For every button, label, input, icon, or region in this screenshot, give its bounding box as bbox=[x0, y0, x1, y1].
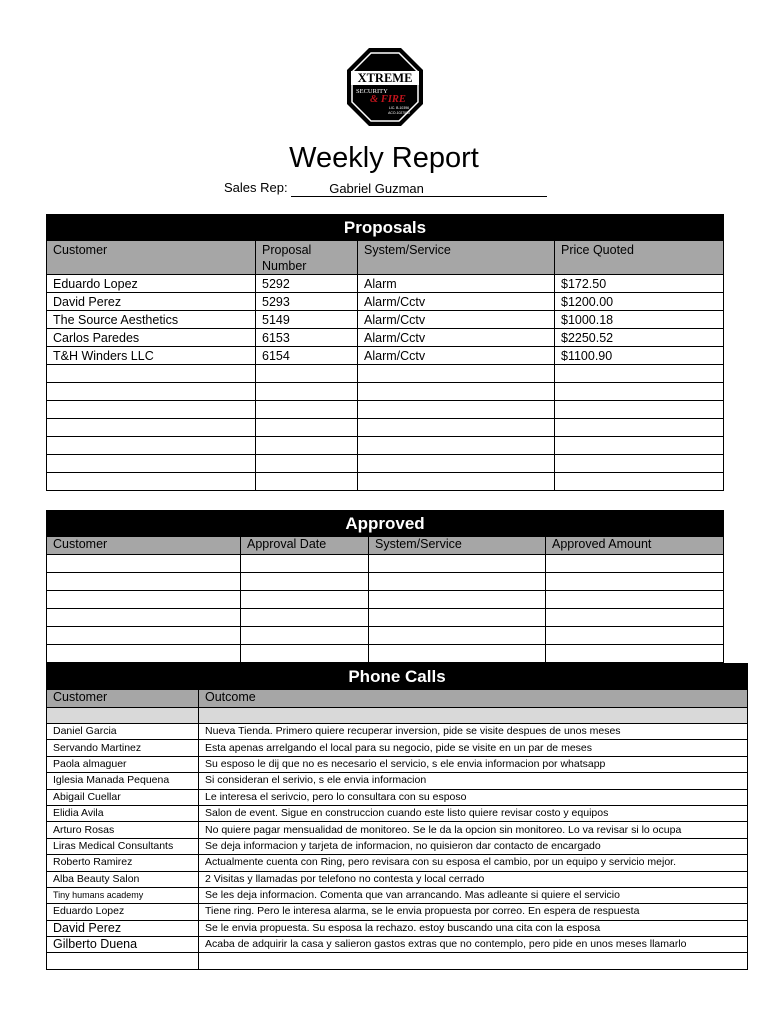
table-cell: $1200.00 bbox=[555, 293, 724, 311]
table-cell bbox=[256, 383, 358, 401]
table-cell bbox=[358, 383, 555, 401]
table-cell: Tiny humans academy bbox=[47, 887, 199, 903]
column-header-approved-amount: Approved Amount bbox=[546, 537, 724, 555]
table-row bbox=[47, 740, 748, 756]
table-cell bbox=[256, 401, 358, 419]
table-cell: Alarm/Cctv bbox=[358, 293, 555, 311]
table-cell bbox=[358, 365, 555, 383]
table-cell: The Source Aesthetics bbox=[47, 311, 256, 329]
table-row bbox=[47, 645, 724, 663]
table-row bbox=[47, 275, 724, 293]
table-cell bbox=[369, 573, 546, 591]
table-cell: Eduardo Lopez bbox=[47, 904, 199, 920]
table-cell bbox=[369, 591, 546, 609]
table-cell: Se les deja informacion. Comenta que van arrancando. Mas adleante si quiere el servicio bbox=[199, 887, 748, 903]
table-cell bbox=[546, 645, 724, 663]
logo-line3: & FIRE bbox=[370, 94, 406, 105]
table-cell bbox=[47, 591, 241, 609]
column-header-price-quoted: Price Quoted bbox=[555, 241, 724, 275]
table-row bbox=[47, 838, 748, 854]
table-cell bbox=[47, 365, 256, 383]
table-cell bbox=[369, 627, 546, 645]
table-cell bbox=[358, 455, 555, 473]
table-row bbox=[47, 756, 748, 772]
table-cell: Si consideran el serivio, s ele envia informacion bbox=[199, 773, 748, 789]
column-header-outcome: Outcome bbox=[199, 690, 748, 708]
table-cell bbox=[256, 419, 358, 437]
column-header-system-service: System/Service bbox=[369, 537, 546, 555]
table-row bbox=[47, 473, 724, 491]
table-cell: $172.50 bbox=[555, 275, 724, 293]
logo-name: XTREME bbox=[357, 71, 413, 85]
column-header-customer: Customer bbox=[47, 537, 241, 555]
approved-table bbox=[46, 510, 724, 663]
table-cell: Tiene ring. Pero le interesa alarma, se le envia propuesta por correo. En espera de respuesta bbox=[199, 904, 748, 920]
table-cell: 5149 bbox=[256, 311, 358, 329]
table-cell bbox=[241, 645, 369, 663]
table-cell: Alba Beauty Salon bbox=[47, 871, 199, 887]
table-row bbox=[47, 937, 748, 953]
table-cell: $2250.52 bbox=[555, 329, 724, 347]
table-row bbox=[47, 329, 724, 347]
table-row bbox=[47, 822, 748, 838]
table-cell bbox=[555, 437, 724, 455]
column-header-approval-date: Approval Date bbox=[241, 537, 369, 555]
table-cell: David Perez bbox=[47, 293, 256, 311]
table-cell bbox=[546, 609, 724, 627]
table-cell bbox=[47, 473, 256, 491]
table-cell bbox=[47, 627, 241, 645]
table-cell: Elidia Avila bbox=[47, 805, 199, 821]
table-cell: No quiere pagar mensualidad de monitoreo. Se le da la opcion sin monitoreo. Lo va revisar si lo ocupa bbox=[199, 822, 748, 838]
table-cell: Su esposo le dij que no es necesario el servicio, s ele envia informacion por whatsapp bbox=[199, 756, 748, 772]
table-cell bbox=[358, 437, 555, 455]
table-cell bbox=[47, 573, 241, 591]
phone-calls-table bbox=[46, 663, 748, 970]
table-row bbox=[47, 365, 724, 383]
table-cell bbox=[546, 591, 724, 609]
table-cell bbox=[47, 401, 256, 419]
company-logo bbox=[346, 47, 424, 127]
table-cell bbox=[546, 627, 724, 645]
table-cell bbox=[47, 555, 241, 573]
approved-title: Approved bbox=[47, 511, 724, 537]
phone-calls-rows bbox=[47, 724, 748, 970]
table-cell: Actualmente cuenta con Ring, pero revisara con su esposa el cambio, por un equipo y servicio mejor. bbox=[199, 855, 748, 871]
table-cell bbox=[358, 401, 555, 419]
table-row bbox=[47, 591, 724, 609]
table-row bbox=[47, 609, 724, 627]
table-cell: $1000.18 bbox=[555, 311, 724, 329]
table-cell: Abigail Cuellar bbox=[47, 789, 199, 805]
table-cell: Le interesa el serivcio, pero lo consultara con su esposo bbox=[199, 789, 748, 805]
table-cell bbox=[47, 953, 199, 969]
column-header-customer: Customer bbox=[47, 241, 256, 275]
table-row bbox=[47, 347, 724, 365]
table-cell: Nueva Tienda. Primero quiere recuperar inversion, pide se visite despues de unos meses bbox=[199, 724, 748, 740]
table-row bbox=[47, 383, 724, 401]
table-cell: David Perez bbox=[47, 920, 199, 936]
table-cell bbox=[369, 645, 546, 663]
table-cell bbox=[358, 419, 555, 437]
table-cell bbox=[358, 473, 555, 491]
table-cell bbox=[546, 555, 724, 573]
table-cell bbox=[47, 645, 241, 663]
table-cell bbox=[241, 573, 369, 591]
table-row bbox=[47, 904, 748, 920]
table-cell bbox=[555, 365, 724, 383]
table-cell bbox=[241, 591, 369, 609]
column-header-customer: Customer bbox=[47, 690, 199, 708]
table-spacer-row bbox=[47, 708, 748, 724]
table-row bbox=[47, 555, 724, 573]
table-cell bbox=[546, 573, 724, 591]
table-cell bbox=[241, 555, 369, 573]
table-cell: 6153 bbox=[256, 329, 358, 347]
table-cell: Liras Medical Consultants bbox=[47, 838, 199, 854]
table-cell bbox=[47, 455, 256, 473]
table-cell bbox=[256, 473, 358, 491]
table-cell bbox=[369, 555, 546, 573]
column-header-proposal-number: Proposal Number bbox=[256, 241, 358, 275]
table-cell bbox=[241, 609, 369, 627]
table-cell: $1100.90 bbox=[555, 347, 724, 365]
table-cell: Roberto Ramirez bbox=[47, 855, 199, 871]
table-cell bbox=[199, 953, 748, 969]
proposals-table bbox=[46, 214, 724, 491]
table-cell bbox=[241, 627, 369, 645]
table-row bbox=[47, 773, 748, 789]
table-cell bbox=[256, 437, 358, 455]
table-cell: Arturo Rosas bbox=[47, 822, 199, 838]
table-cell bbox=[256, 365, 358, 383]
table-cell bbox=[555, 383, 724, 401]
table-cell: Salon de event. Sigue en construccion cuando este listo quiere revisar costo y equipos bbox=[199, 805, 748, 821]
table-cell: Se deja informacion y tarjeta de informacion, no quisieron dar contacto de encargado bbox=[199, 838, 748, 854]
column-header-system-service: System/Service bbox=[358, 241, 555, 275]
table-cell: Paola almaguer bbox=[47, 756, 199, 772]
table-row bbox=[47, 293, 724, 311]
table-cell bbox=[47, 383, 256, 401]
table-cell bbox=[47, 708, 199, 724]
approved-rows bbox=[47, 555, 724, 663]
table-row bbox=[47, 455, 724, 473]
table-cell: Alarm/Cctv bbox=[358, 347, 555, 365]
logo-line5: ACO-1027530 bbox=[388, 111, 410, 115]
table-cell bbox=[369, 609, 546, 627]
page-title: Weekly Report bbox=[289, 142, 479, 174]
table-cell: Iglesia Manada Pequena bbox=[47, 773, 199, 789]
table-cell: 5292 bbox=[256, 275, 358, 293]
table-row bbox=[47, 401, 724, 419]
table-row bbox=[47, 920, 748, 936]
table-cell: Acaba de adquirir la casa y salieron gastos extras que no contemplo, pero pide en unos meses llamarlo bbox=[199, 937, 748, 953]
table-cell: T&H Winders LLC bbox=[47, 347, 256, 365]
table-cell: 5293 bbox=[256, 293, 358, 311]
sales-rep-label: Sales Rep: bbox=[224, 180, 288, 195]
table-cell bbox=[47, 609, 241, 627]
table-cell bbox=[555, 473, 724, 491]
table-cell bbox=[256, 455, 358, 473]
table-cell: Alarm/Cctv bbox=[358, 329, 555, 347]
table-cell: Alarm bbox=[358, 275, 555, 293]
table-cell bbox=[555, 401, 724, 419]
sales-rep-line bbox=[224, 179, 547, 197]
table-cell: 6154 bbox=[256, 347, 358, 365]
table-cell: Esta apenas arrelgando el local para su negocio, pide se visite en un par de meses bbox=[199, 740, 748, 756]
phone-calls-title: Phone Calls bbox=[47, 664, 748, 690]
table-row bbox=[47, 627, 724, 645]
table-row bbox=[47, 724, 748, 740]
table-cell bbox=[47, 419, 256, 437]
table-cell: Alarm/Cctv bbox=[358, 311, 555, 329]
table-cell: Servando Martinez bbox=[47, 740, 199, 756]
logo-line2: SECURITY bbox=[356, 88, 388, 95]
table-cell bbox=[199, 708, 748, 724]
table-cell: Se le envia propuesta. Su esposa la rechazo. estoy buscando una cita con la esposa bbox=[199, 920, 748, 936]
table-cell bbox=[555, 419, 724, 437]
table-cell bbox=[555, 455, 724, 473]
table-cell: 2 Visitas y llamadas por telefono no contesta y local cerrado bbox=[199, 871, 748, 887]
table-row bbox=[47, 953, 748, 969]
table-row bbox=[47, 887, 748, 903]
sales-rep-underline bbox=[291, 181, 547, 197]
table-row bbox=[47, 789, 748, 805]
logo-line4: LIC. B-10396 bbox=[389, 106, 409, 110]
table-cell: Carlos Paredes bbox=[47, 329, 256, 347]
table-row bbox=[47, 805, 748, 821]
proposals-title: Proposals bbox=[47, 215, 724, 241]
table-cell bbox=[47, 437, 256, 455]
table-cell: Eduardo Lopez bbox=[47, 275, 256, 293]
proposals-rows bbox=[47, 275, 724, 491]
table-row bbox=[47, 419, 724, 437]
table-row bbox=[47, 573, 724, 591]
table-row bbox=[47, 855, 748, 871]
table-cell: Gilberto Duena bbox=[47, 937, 199, 953]
table-row bbox=[47, 311, 724, 329]
table-row bbox=[47, 437, 724, 455]
sales-rep-value: Gabriel Guzman bbox=[329, 181, 424, 196]
table-row bbox=[47, 871, 748, 887]
table-cell: Daniel Garcia bbox=[47, 724, 199, 740]
